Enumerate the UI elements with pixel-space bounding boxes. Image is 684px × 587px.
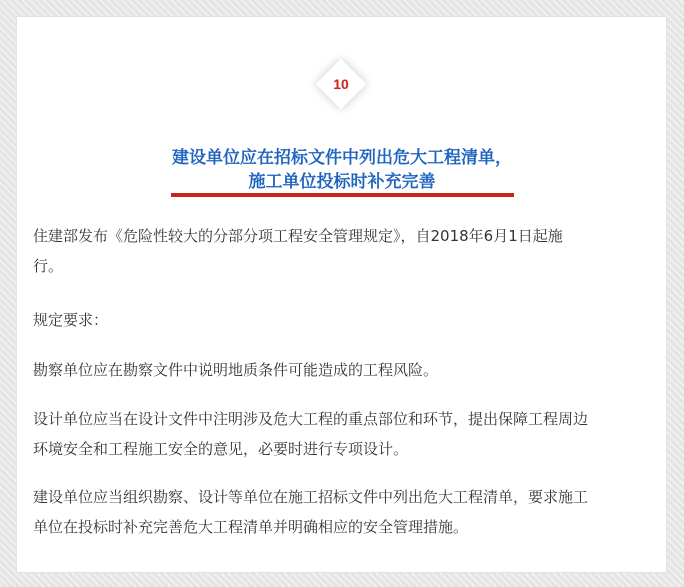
paragraph-1-line-2: 行。 (33, 257, 64, 275)
paragraph-4-line-2: 环境安全和工程施工安全的意见，必要时进行专项设计。 (33, 440, 409, 458)
paragraph-5-line-1: 建设单位应当组织勘察、设计等单位在施工招标文件中列出危大工程清单，要求施工 (33, 488, 589, 506)
paragraph-5-line-2: 单位在投标时补充完善危大工程清单并明确相应的安全管理措施。 (33, 518, 469, 536)
paragraph-1-line-1: 住建部发布《危险性较大的分部分项工程安全管理规定》，自2018年6月1日起施 (33, 227, 563, 245)
paragraph-4-line-1: 设计单位应当在设计文件中注明涉及危大工程的重点部位和环节，提出保障工程周边 (33, 410, 589, 428)
paragraph-2: 规定要求： (33, 311, 109, 329)
section-number: 10 (333, 76, 349, 92)
section-title-line-2: 施工单位投标时补充完善 (248, 172, 436, 192)
section-number-badge (323, 66, 359, 102)
title-underline (171, 193, 514, 197)
paragraph-3: 勘察单位应在勘察文件中说明地质条件可能造成的工程风险。 (33, 361, 439, 379)
section-title-line-1: 建设单位应在招标文件中列出危大工程清单， (172, 148, 512, 168)
